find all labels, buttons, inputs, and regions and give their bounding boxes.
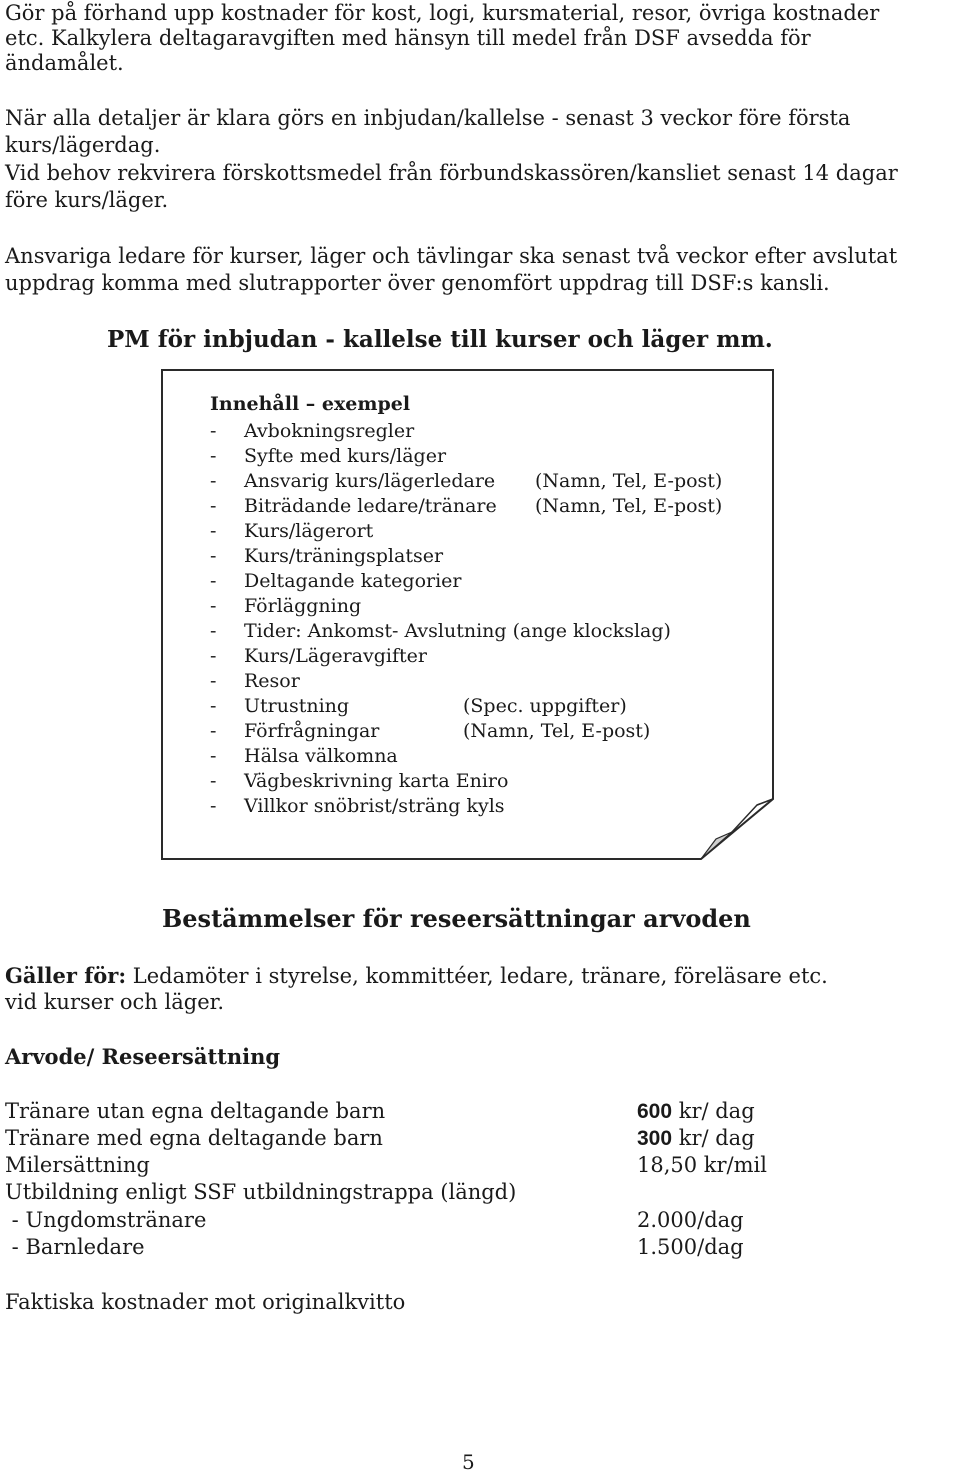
intro-line: etc. Kalkylera deltagaravgiften med hänsyn till medel från DSF avsedda för <box>5 26 811 50</box>
list-item: - Hälsa välkomna <box>210 745 398 767</box>
list-item: - Biträdande ledare/tränare (Namn, Tel, E-post) <box>210 495 723 517</box>
rate-row: Utbildning enligt SSF utbildningstrappa (längd) <box>5 1180 517 1204</box>
bestammelser-heading: Bestämmelser för reseersättningar arvoden <box>162 904 751 933</box>
list-item: - Resor <box>210 670 300 692</box>
list-item: - Ansvarig kurs/lägerledare (Namn, Tel, E-post) <box>210 470 723 492</box>
galler-label: Gäller för: <box>5 963 127 988</box>
galler-line-2: vid kurser och läger. <box>5 990 225 1014</box>
list-item: - Vägbeskrivning karta Eniro <box>210 770 509 792</box>
list-item: - Förfrågningar (Namn, Tel, E-post) <box>210 720 651 742</box>
intro-line: Vid behov rekvirera förskottsmedel från förbundskassören/kansliet senast 14 dagar <box>5 161 898 185</box>
list-item: - Deltagande kategorier <box>210 570 462 592</box>
list-item: - Villkor snöbrist/sträng kyls <box>210 795 505 817</box>
arvode-heading: Arvode/ Reseersättning <box>5 1044 281 1069</box>
intro-line: före kurs/läger. <box>5 188 169 212</box>
content-list <box>210 392 723 819</box>
intro-line: Gör på förhand upp kostnader för kost, logi, kursmaterial, resor, övriga kostnader <box>5 1 880 25</box>
footer-note: Faktiska kostnader mot originalkvitto <box>5 1290 406 1314</box>
list-item: - Tider: Ankomst- Avslutning (ange klockslag) <box>210 620 671 642</box>
box-title: Innehåll – exempel <box>210 393 411 415</box>
rate-row: Tränare utan egna deltagande barn 600 kr/ dag <box>5 1099 755 1123</box>
rate-row: Milersättning 18,50 kr/mil <box>5 1153 767 1177</box>
list-item: - Avbokningsregler <box>210 420 415 442</box>
intro-line: ändamålet. <box>5 51 124 75</box>
intro-line: När alla detaljer är klara görs en inbjudan/kallelse - senast 3 veckor före första <box>5 106 851 130</box>
intro-line: kurs/lägerdag. <box>5 133 161 157</box>
pm-heading: PM för inbjudan - kallelse till kurser och läger mm. <box>107 326 773 353</box>
list-item: - Kurs/lägerort <box>210 520 374 542</box>
page-number: 5 <box>462 1450 475 1474</box>
rate-row: - Ungdomstränare 2.000/dag <box>5 1208 744 1232</box>
list-item: - Utrustning (Spec. uppgifter) <box>210 695 627 717</box>
rate-row: Tränare med egna deltagande barn 300 kr/ dag <box>5 1126 755 1150</box>
rate-row: - Barnledare 1.500/dag <box>5 1235 744 1259</box>
galler-line <box>5 962 828 990</box>
list-item: - Syfte med kurs/läger <box>210 445 447 467</box>
list-item: - Kurs/träningsplatser <box>210 545 444 567</box>
list-item: - Förläggning <box>210 595 362 617</box>
galler-text: Ledamöter i styrelse, kommittéer, ledare, tränare, föreläsare etc. <box>126 964 828 988</box>
intro-line: Ansvariga ledare för kurser, läger och tävlingar ska senast två veckor efter avslutat <box>5 244 898 268</box>
intro-line: uppdrag komma med slutrapporter över genomfört uppdrag till DSF:s kansli. <box>5 271 830 295</box>
list-item: - Kurs/Lägeravgifter <box>210 645 427 667</box>
